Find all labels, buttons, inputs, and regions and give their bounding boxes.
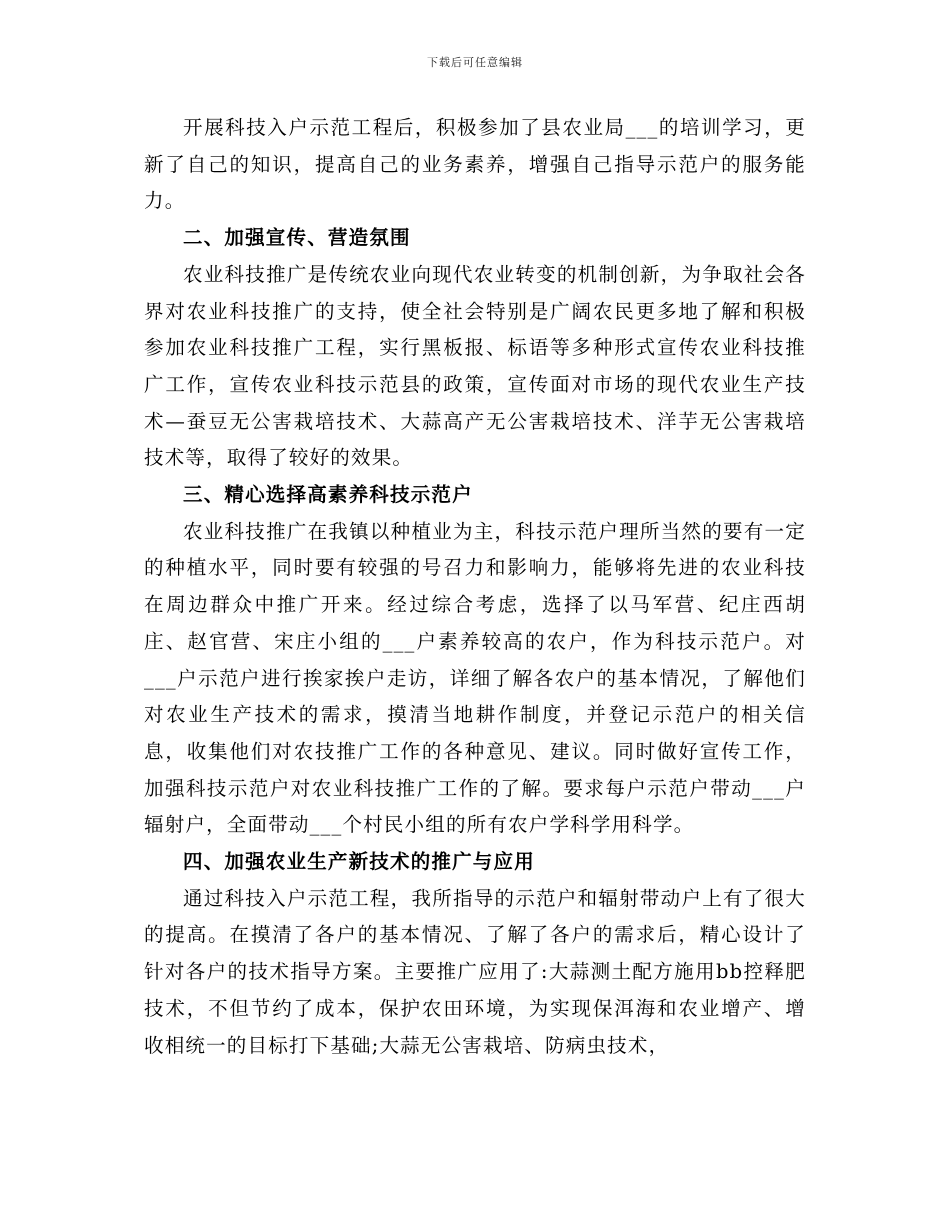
section-heading-3: 三、精心选择高素养科技示范户 — [183, 483, 473, 507]
paragraph-demo-households: 农业科技推广在我镇以种植业为主，科技示范户理所当然的要有一定的种植水平，同时要有较强的号召力和影响力，能够将先进的农业科技在周边群众中推广开来。经过综合考虑，选择了以马军营、纪庄西胡庄、赵官营、宋庄小组的___户素养较高的农户，作为科技示范户。对___户示范户进行挨家挨户走访，详细了解各农户的基本情况，了解他们对农业生产技术的需求，摸清当地耕作制度，并登记示范户的相关信息，收集他们对农技推广工作的各种意见、建议。同时做好宣传工作，加强科技示范户对农业科技推广工作的了解。要求每户示范户带动___户辐射户，全面带动___个村民小组的所有农户学科学用科学。 — [144, 519, 806, 837]
paragraph-tech-promotion: 通过科技入户示范工程，我所指导的示范户和辐射带动户上有了很大的提高。在摸清了各户的基本情况、了解了各户的需求后，精心设计了针对各户的技术指导方案。主要推广应用了:大蒜测土配方施用bb控释肥技术，不但节约了成本，保护农田环境，为实现保洱海和农业增产、增收相统一的目标打下基础;大蒜无公害栽培、防病虫技术， — [144, 886, 806, 1057]
page-header: 下载后可任意编辑 — [427, 56, 523, 69]
document-body — [144, 110, 806, 1064]
paragraph-publicity: 农业科技推广是传统农业向现代农业转变的机制创新，为争取社会各界对农业科技推广的支持，使全社会特别是广阔农民更多地了解和积极参加农业科技推广工程，实行黑板报、标语等多种形式宣传农业科技推广工作，宣传农业科技示范县的政策，宣传面对市场的现代农业生产技术—蚕豆无公害栽培技术、大蒜高产无公害栽培技术、洋芋无公害栽培技术等，取得了较好的效果。 — [144, 262, 806, 470]
paragraph-training: 开展科技入户示范工程后，积极参加了县农业局___的培训学习，更新了自己的知识，提高自己的业务素养，增强自己指导示范户的服务能力。 — [144, 116, 806, 213]
section-heading-4: 四、加强农业生产新技术的推广与应用 — [183, 850, 535, 874]
section-heading-2: 二、加强宣传、营造氛围 — [183, 226, 411, 250]
